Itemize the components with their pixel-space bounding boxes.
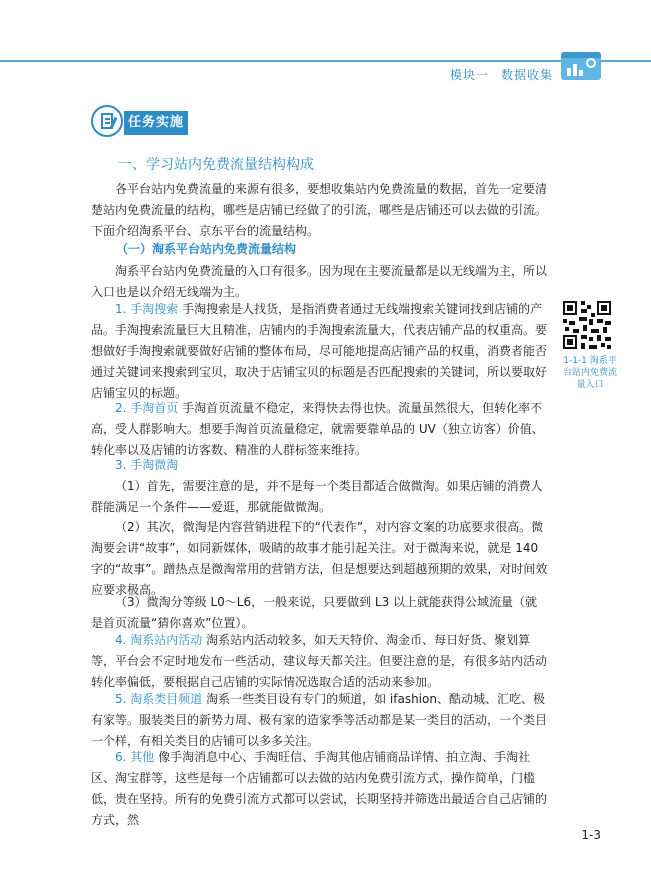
weitao-point-2: （2）其次，微淘是内容营销进程下的“代表作”，对内容文案的功底要求很高。微淘要会讲“故事”，如同新媒体，吸睛的故事才能引起关注。对于微淘来说，就是 140 字的“故事”。蹭热点是微淘常用的营销方法，但是想要达到超越预期的效果，对时间效应要求极高。	[91, 520, 548, 597]
item-mobile-weitao	[91, 455, 549, 476]
weitao-point-1: （1）首先，需要注意的是，并不是每一个类目都适合做微淘。如果店铺的消费人群能满足一个条件——爱逛，那就能做微淘。	[91, 479, 543, 514]
item-label: 3. 手淘微淘	[115, 458, 179, 472]
running-header	[450, 66, 553, 83]
item-label: 1. 手淘搜索	[115, 302, 179, 316]
item-text: 淘系一些类目设有专门的频道，如 ifashion、酷动城、汇吃、极有家等。服装类目的新势力周、极有家的造家季等活动都是某一类目的活动，一个类目一个样，有相关类目的店铺可以多多关注。	[91, 692, 548, 748]
item-text: 手淘首页流量不稳定，来得快去得也快。流量虽然很大，但转化率不高，受人群影响大。想要手淘首页流量稳定，就需要靠单品的 UV（独立访客）价值、转化率以及店铺的访客数、精准的人群标签来维持。	[91, 401, 544, 457]
item-mobile-homepage	[91, 398, 549, 461]
intro-paragraph: 各平台站内免费流量的来源有很多，要想收集站内免费流量的数据，首先一定要清楚站内免费流量的结构，哪些是店铺已经做了的引流，哪些是店铺还可以去做的引流。下面介绍淘系平台、京东平台的流量结构。	[91, 182, 548, 238]
item-category-channels	[91, 689, 549, 752]
task-document-icon	[91, 105, 123, 137]
item-other	[91, 747, 549, 831]
item-label: 5. 淘系类目频道	[115, 692, 203, 706]
qr-caption: 1-1-1 淘系平台站内免费流量入口	[562, 356, 617, 390]
module-section: 数据收集	[500, 68, 553, 82]
page-number: 1-3	[581, 828, 601, 842]
qr-code-icon[interactable]	[561, 299, 613, 351]
item-label: 4. 淘系站内活动	[115, 633, 203, 647]
item-label: 2. 手淘首页	[115, 401, 179, 415]
item-text: 手淘搜索是人找货，是指消费者通过无线端搜索关键词找到店铺的产品。手淘搜索流量巨大且精准，店铺内的手淘搜索流量大，代表店铺产品的权重高。要想做好手淘搜索就要做好店铺的整体布局，尽可能地提高店铺产品的权重，消费者能否通过关键词来搜索到宝贝，取决于店铺宝贝的标题是否匹配搜索的关键词，所以要取好店铺宝贝的标题。	[91, 302, 548, 400]
item-text: 像手淘消息中心、手淘旺信、手淘其他店铺商品详情、拍立淘、手淘社区、淘宝群等，这些是每一个店铺都可以去做的站内免费引流方式，操作简单，门槛低，贵在坚持。所有的免费引流方式都可以尝试，长期坚持并筛选出最适合自己店铺的方式，然	[91, 750, 548, 827]
module-title: 模块一	[449, 68, 489, 82]
item-mobile-search	[91, 299, 549, 404]
subsection-heading: （一）淘系平台站内免费流量结构	[116, 242, 297, 256]
subsection-intro: 淘系平台站内免费流量的入口有很多。因为现在主要流量都是以无线端为主，所以入口也是以介绍无线端为主。	[91, 264, 548, 299]
task-banner: 任务实施	[124, 111, 188, 135]
item-onsite-events	[91, 630, 549, 693]
item-label: 6. 其他	[115, 750, 155, 764]
section-heading: 一、学习站内免费流量结构构成	[118, 157, 314, 173]
data-dashboard-icon	[561, 52, 601, 80]
weitao-point-3: （3）微淘分等级 L0～L6，一般来说，只要做到 L3 以上就能获得公域流量（就是首页流量“猜你喜欢”位置）。	[91, 595, 538, 630]
item-text: 淘系站内活动较多，如天天特价、淘金币、每日好货、聚划算等，平台会不定时地发布一些活动，建议每天都关注。但要注意的是，有很多站内活动转化率偏低，要根据自己店铺的实际情况选取合适的活动来参加。	[91, 633, 548, 689]
header-rule	[0, 60, 651, 62]
